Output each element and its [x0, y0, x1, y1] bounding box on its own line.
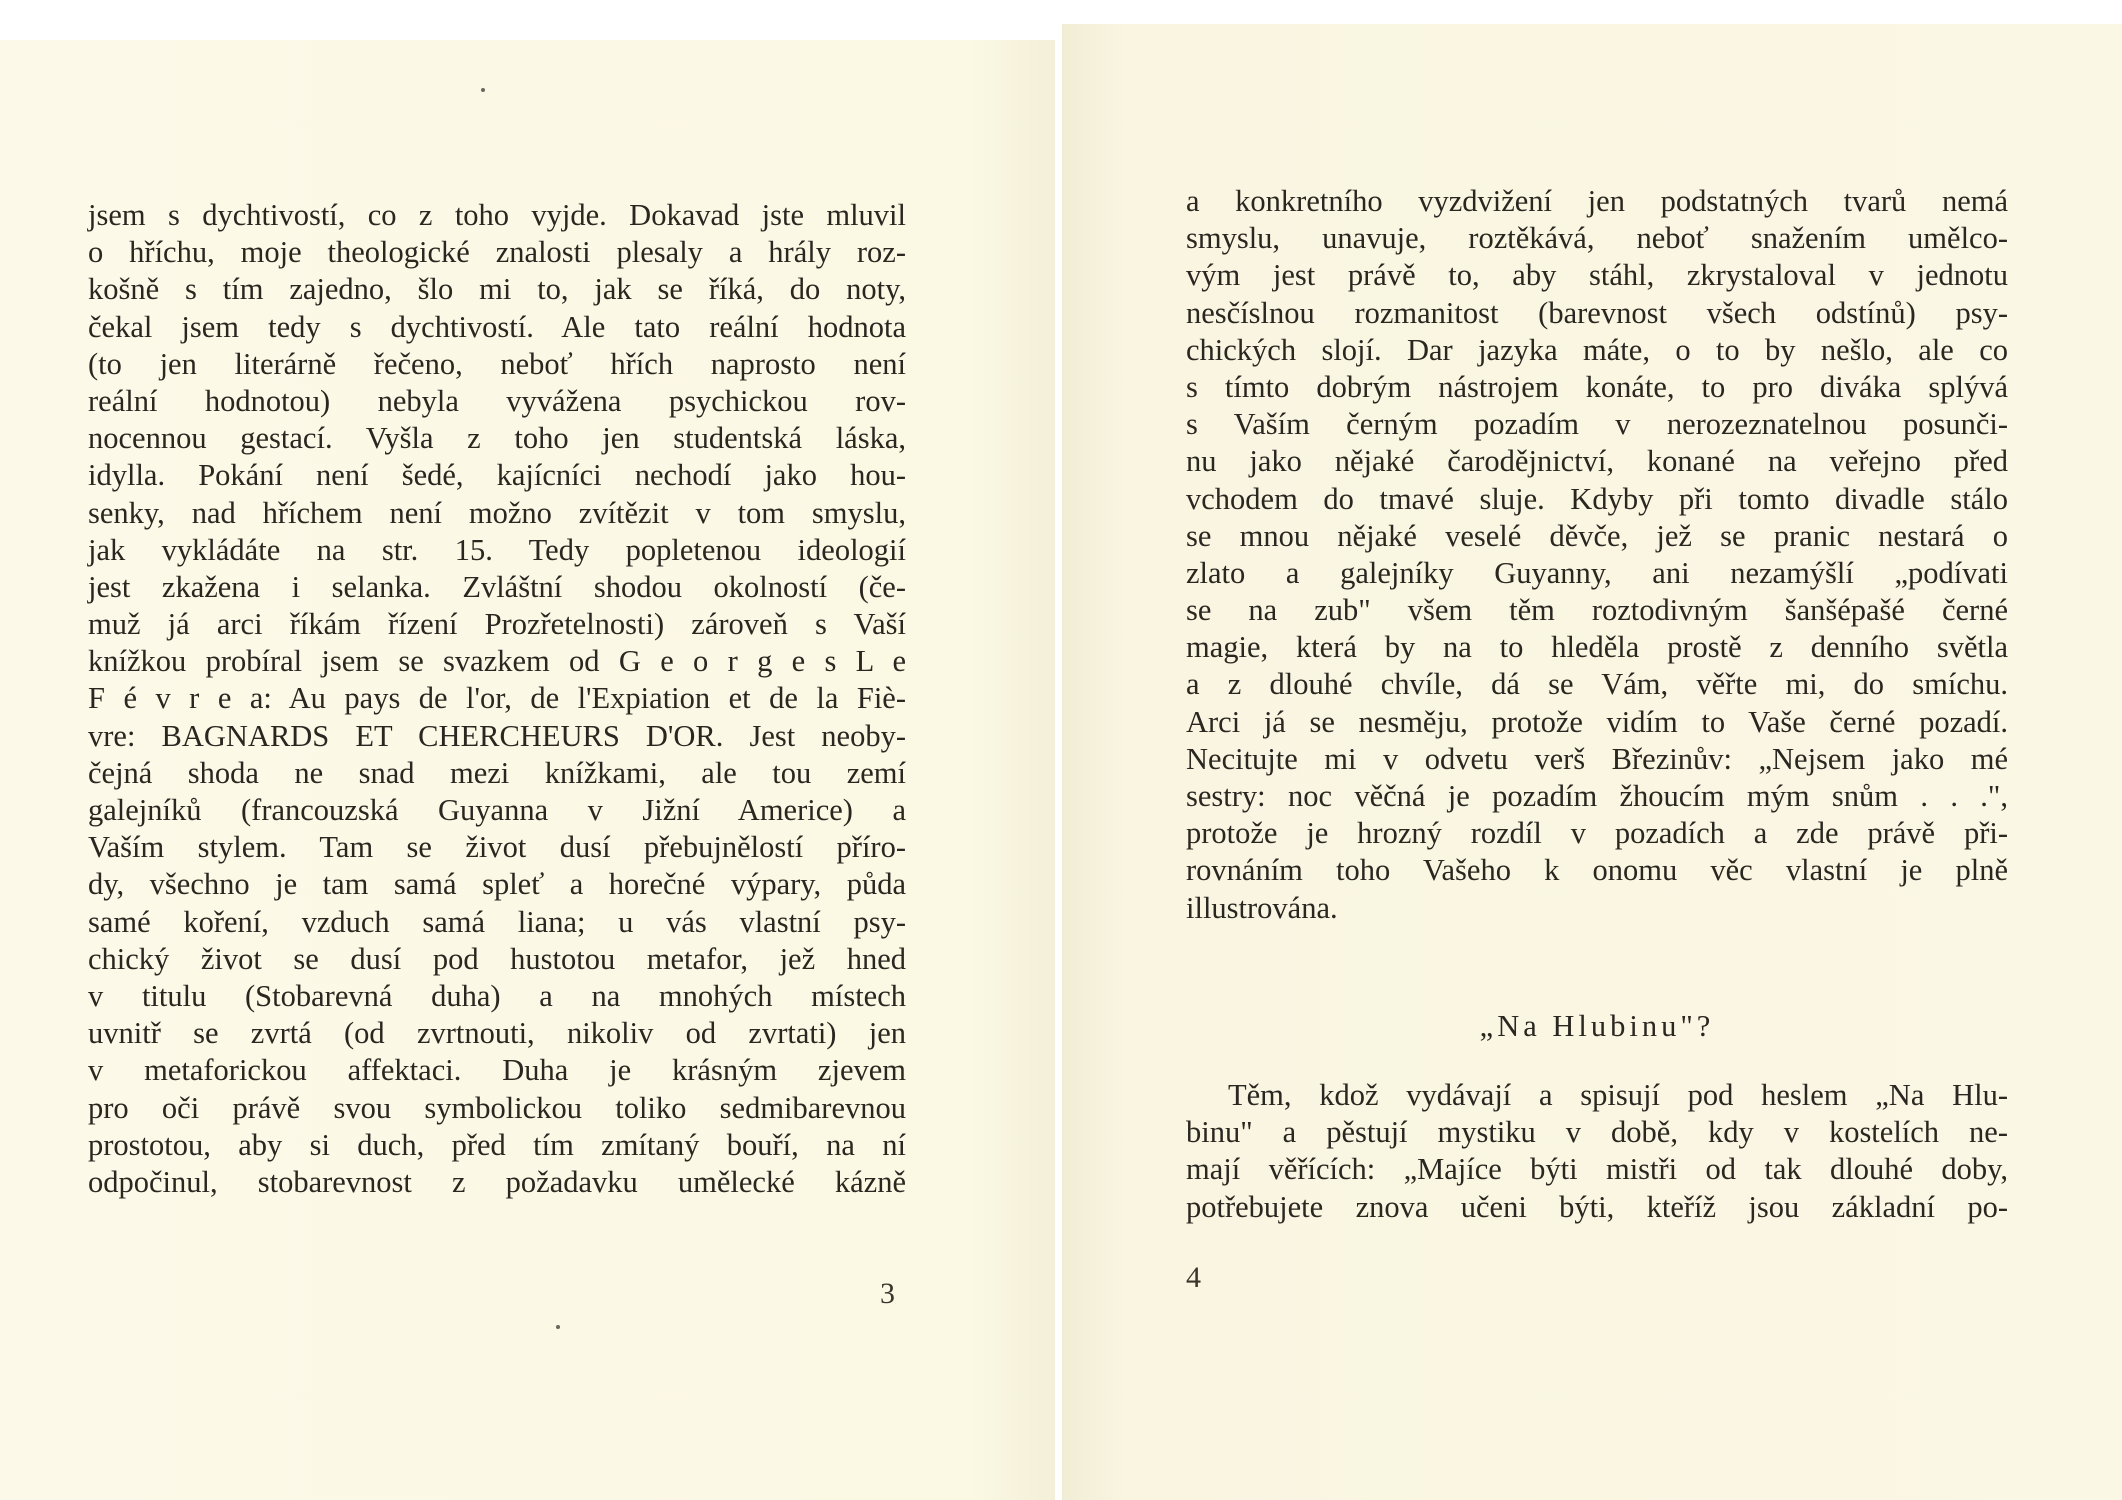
- text-line: muž já arci říkám řízení Prozřetelnosti) zároveň s Vaší: [88, 607, 906, 642]
- page-number: 3: [880, 1277, 895, 1310]
- speck-mark: [481, 88, 485, 92]
- text-line: magie, která by na to hleděla prostě z denního světla: [1186, 630, 2008, 665]
- text-line: Necitujte mi v odvetu verš Březinův: „Nejsem jako mé: [1186, 741, 2008, 776]
- text-line: s Vaším černým pozadím v nerozeznatelnou posunči-: [1186, 407, 2008, 442]
- text-line: vým jest právě to, aby stáhl, zkrystaloval v jednotu: [1186, 258, 2008, 293]
- text-line: se na zub" všem těm roztodivným šanšépašé černé: [1186, 593, 2008, 628]
- text-line: v metaforickou affektaci. Duha je krásným zjevem: [88, 1053, 906, 1088]
- right-page-body: [1186, 183, 2008, 927]
- speck-mark: [556, 1325, 560, 1329]
- text-line: (to jen literárně řečeno, neboť hřích naprosto není: [88, 346, 906, 381]
- text-line: košně s tím zajedno, šlo mi to, jak se říká, do noty,: [88, 272, 906, 307]
- text-line: jsem s dychtivostí, co z toho vyjde. Dokavad jste mluvil: [88, 198, 906, 232]
- text-line: galejníků (francouzská Guyanna v Jižní Americe) a: [88, 793, 906, 827]
- left-page-body: [88, 197, 906, 1201]
- text-line: protože je hrozný rozdíl v pozadích a zde právě při-: [1186, 816, 2008, 851]
- text-line: čekal jsem tedy s dychtivostí. Ale tato reální hodnota: [88, 309, 906, 344]
- text-line: zlato a galejníky Guyanny, ani nezamýšlí „podívati: [1186, 555, 2008, 590]
- text-line: chických slojí. Dar jazyka máte, o to by nešlo, ale co: [1186, 332, 2008, 367]
- text-line: a z dlouhé chvíle, dá se Vám, věřte mi, do smíchu.: [1186, 667, 2008, 702]
- text-line: reální hodnotou) nebyla vyvážena psychickou rov-: [88, 383, 906, 418]
- text-line: sestry: noc věčná je pozadím žhoucím mým snům . . .",: [1186, 779, 2008, 813]
- text-line: chický život se dusí pod hustotou metafor, jež hned: [88, 941, 906, 976]
- text-line: idylla. Pokání není šedé, kajícníci nechodí jako hou-: [88, 458, 906, 493]
- text-line: uvnitř se zvrtá (od zvrtnouti, nikoliv od zvrtati) jen: [88, 1016, 906, 1051]
- text-line: v titulu (Stobarevná duha) a na mnohých místech: [88, 978, 906, 1013]
- text-line: samé koření, vzduch samá liana; u vás vlastní psy-: [88, 904, 906, 939]
- text-line: smyslu, unavuje, roztěkává, neboť snažením umělco-: [1186, 221, 2008, 256]
- text-line: o hříchu, moje theologické znalosti plesaly a hrály roz-: [88, 235, 906, 270]
- text-line: nocennou gestací. Vyšla z toho jen studentská láska,: [88, 421, 906, 456]
- left-page: [0, 40, 1055, 1500]
- text-line: senky, nad hříchem není možno zvítězit v tom smyslu,: [88, 495, 906, 530]
- text-line: rovnáním toho Vašeho k onomu věc vlastní je plně: [1186, 853, 2008, 888]
- text-line: a konkretního vyzdvižení jen podstatných tvarů nemá: [1186, 184, 2008, 218]
- section-heading: „Na Hlubinu"?: [1479, 1009, 1715, 1043]
- section-paragraph: [1186, 1077, 2008, 1226]
- text-line: Těm, kdož vydávají a spisují pod heslem „Na Hlu-: [1228, 1078, 2008, 1112]
- text-line: s tímto dobrým nástrojem konáte, to pro diváka splývá: [1186, 369, 2008, 404]
- text-line: Arci já se nesměju, protože vidím to Vaše černé pozadí.: [1186, 704, 2008, 739]
- text-line: jest zkažena i selanka. Zvláštní shodou okolností (če-: [88, 569, 906, 604]
- text-line: pro oči právě svou symbolickou toliko sedmibarevnou: [88, 1090, 906, 1125]
- text-line: prostotou, aby si duch, před tím zmítaný bouří, na ní: [88, 1127, 906, 1162]
- text-line: mají věřících: „Majíce býti mistři od tak dlouhé doby,: [1186, 1152, 2008, 1187]
- text-line: F é v r e a: Au pays de l'or, de l'Expiation et de la Fiè-: [88, 681, 906, 716]
- text-line: Vaším stylem. Tam se život dusí přebujnělostí příro-: [88, 830, 906, 865]
- text-line: nesčíslnou rozmanitost (barevnost všech odstínů) psy-: [1186, 295, 2008, 330]
- text-line: se mnou nějaké veselé děvče, jež se pranic nestará o: [1186, 518, 2008, 553]
- text-line: dy, všechno je tam samá spleť a horečné výpary, půda: [88, 867, 906, 902]
- right-page: [1062, 24, 2122, 1500]
- text-line: potřebujete znova učeni býti, kteříž jsou základní po-: [1186, 1189, 2008, 1224]
- text-line: illustrována.: [1186, 890, 1338, 925]
- text-line: jak vykládáte na str. 15. Tedy popletenou ideologií: [88, 532, 906, 567]
- text-line: čejná shoda ne snad mezi knížkami, ale tou zemí: [88, 755, 906, 790]
- text-line: nu jako nějaké čarodějnictví, konané na veřejno před: [1186, 444, 2008, 479]
- text-line: vchodem do tmavé sluje. Kdyby při tomto divadle stálo: [1186, 481, 2008, 516]
- text-line: knížkou probíral jsem se svazkem od G e o r g e s L e: [88, 644, 906, 679]
- text-line: vre: BAGNARDS ET CHERCHEURS D'OR. Jest neoby-: [88, 718, 906, 753]
- text-line: binu" a pěstují mystiku v době, kdy v kostelích ne-: [1186, 1115, 2008, 1150]
- page-number: 4: [1186, 1261, 1201, 1294]
- text-line: odpočinul, stobarevnost z požadavku umělecké kázně: [88, 1164, 906, 1199]
